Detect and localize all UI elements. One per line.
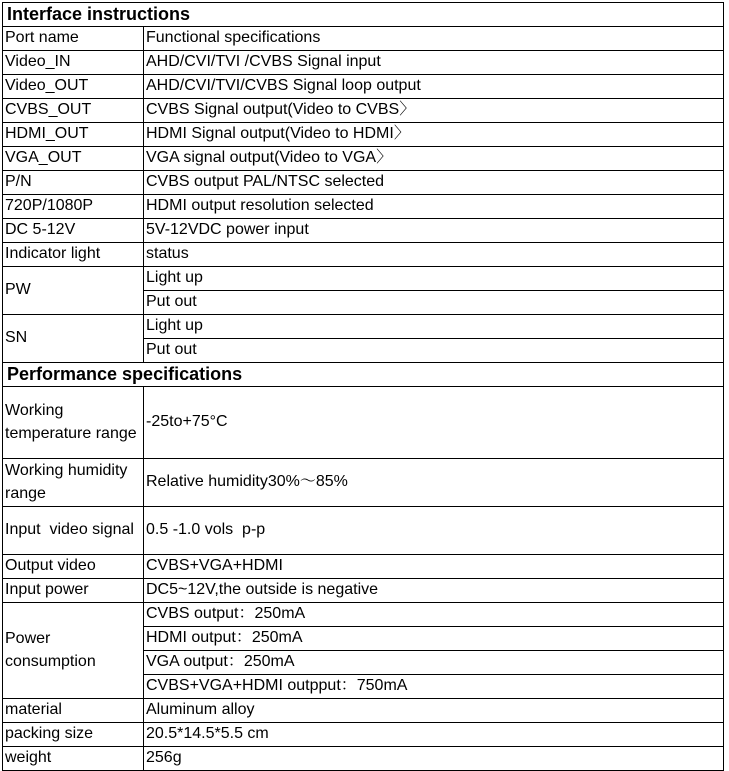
spec-label: material [3, 699, 144, 723]
spec-value: 256g [144, 747, 724, 771]
interface-title: Interface instructions [3, 3, 724, 27]
table-row [3, 195, 724, 219]
table-row [3, 459, 724, 507]
table-row [3, 147, 724, 171]
port-function: VGA signal output(Video to VGA〉 [144, 147, 724, 171]
spec-label: Working humidity range [3, 459, 144, 507]
pw-value: Put out [144, 291, 724, 315]
spec-value: -25to+75°C [144, 387, 724, 459]
sn-value: Light up [144, 315, 724, 339]
spec-label: weight [3, 747, 144, 771]
table-row [3, 579, 724, 603]
table-row [3, 99, 724, 123]
table-row [3, 507, 724, 555]
sn-label: SN [3, 315, 144, 363]
header-functional-specs: Functional specifications [144, 27, 724, 51]
spec-value: 20.5*14.5*5.5 cm [144, 723, 724, 747]
pw-value: Light up [144, 267, 724, 291]
performance-title: Performance specifications [3, 363, 724, 387]
port-function: HDMI Signal output(Video to HDMI〉 [144, 123, 724, 147]
sn-value: Put out [144, 339, 724, 363]
spec-label: Output video [3, 555, 144, 579]
port-name: Video_OUT [3, 75, 144, 99]
table-row [3, 747, 724, 771]
table-row [3, 75, 724, 99]
port-function: CVBS output PAL/NTSC selected [144, 171, 724, 195]
table-row [3, 219, 724, 243]
port-function: 5V-12VDC power input [144, 219, 724, 243]
spec-label: Input video signal [3, 507, 144, 555]
spec-value: CVBS+VGA+HDMI outpput：750mA [144, 675, 724, 699]
port-name: P/N [3, 171, 144, 195]
port-function: AHD/CVI/TVI/CVBS Signal loop output [144, 75, 724, 99]
port-function: AHD/CVI/TVI /CVBS Signal input [144, 51, 724, 75]
table-row [3, 699, 724, 723]
table-row [3, 603, 724, 627]
spec-value: CVBS+VGA+HDMI [144, 555, 724, 579]
table-row [3, 267, 724, 291]
port-function: HDMI output resolution selected [144, 195, 724, 219]
port-name: VGA_OUT [3, 147, 144, 171]
section-header-row [3, 3, 724, 27]
port-function: CVBS Signal output(Video to CVBS〉 [144, 99, 724, 123]
table-row [3, 243, 724, 267]
header-port-name: Port name [3, 27, 144, 51]
section-header-row [3, 363, 724, 387]
table-row [3, 723, 724, 747]
port-name: Video_IN [3, 51, 144, 75]
port-function: status [144, 243, 724, 267]
table-header-row [3, 27, 724, 51]
spec-label: Input power [3, 579, 144, 603]
table-row [3, 555, 724, 579]
table-row [3, 171, 724, 195]
port-name: Indicator light [3, 243, 144, 267]
spec-label: Power consumption [3, 603, 144, 699]
port-name: CVBS_OUT [3, 99, 144, 123]
table-row [3, 387, 724, 459]
spec-value: CVBS output：250mA [144, 603, 724, 627]
spec-value: 0.5 -1.0 vols p-p [144, 507, 724, 555]
table-row [3, 315, 724, 339]
spec-value: DC5~12V,the outside is negative [144, 579, 724, 603]
table-row [3, 123, 724, 147]
spec-label: Working temperature range [3, 387, 144, 459]
spec-label: packing size [3, 723, 144, 747]
table-row [3, 51, 724, 75]
spec-value: HDMI output：250mA [144, 627, 724, 651]
spec-value: Relative humidity30%～85% [144, 459, 724, 507]
spec-value: VGA output：250mA [144, 651, 724, 675]
spec-table [2, 2, 724, 771]
spec-value: Aluminum alloy [144, 699, 724, 723]
pw-label: PW [3, 267, 144, 315]
port-name: DC 5-12V [3, 219, 144, 243]
port-name: 720P/1080P [3, 195, 144, 219]
port-name: HDMI_OUT [3, 123, 144, 147]
